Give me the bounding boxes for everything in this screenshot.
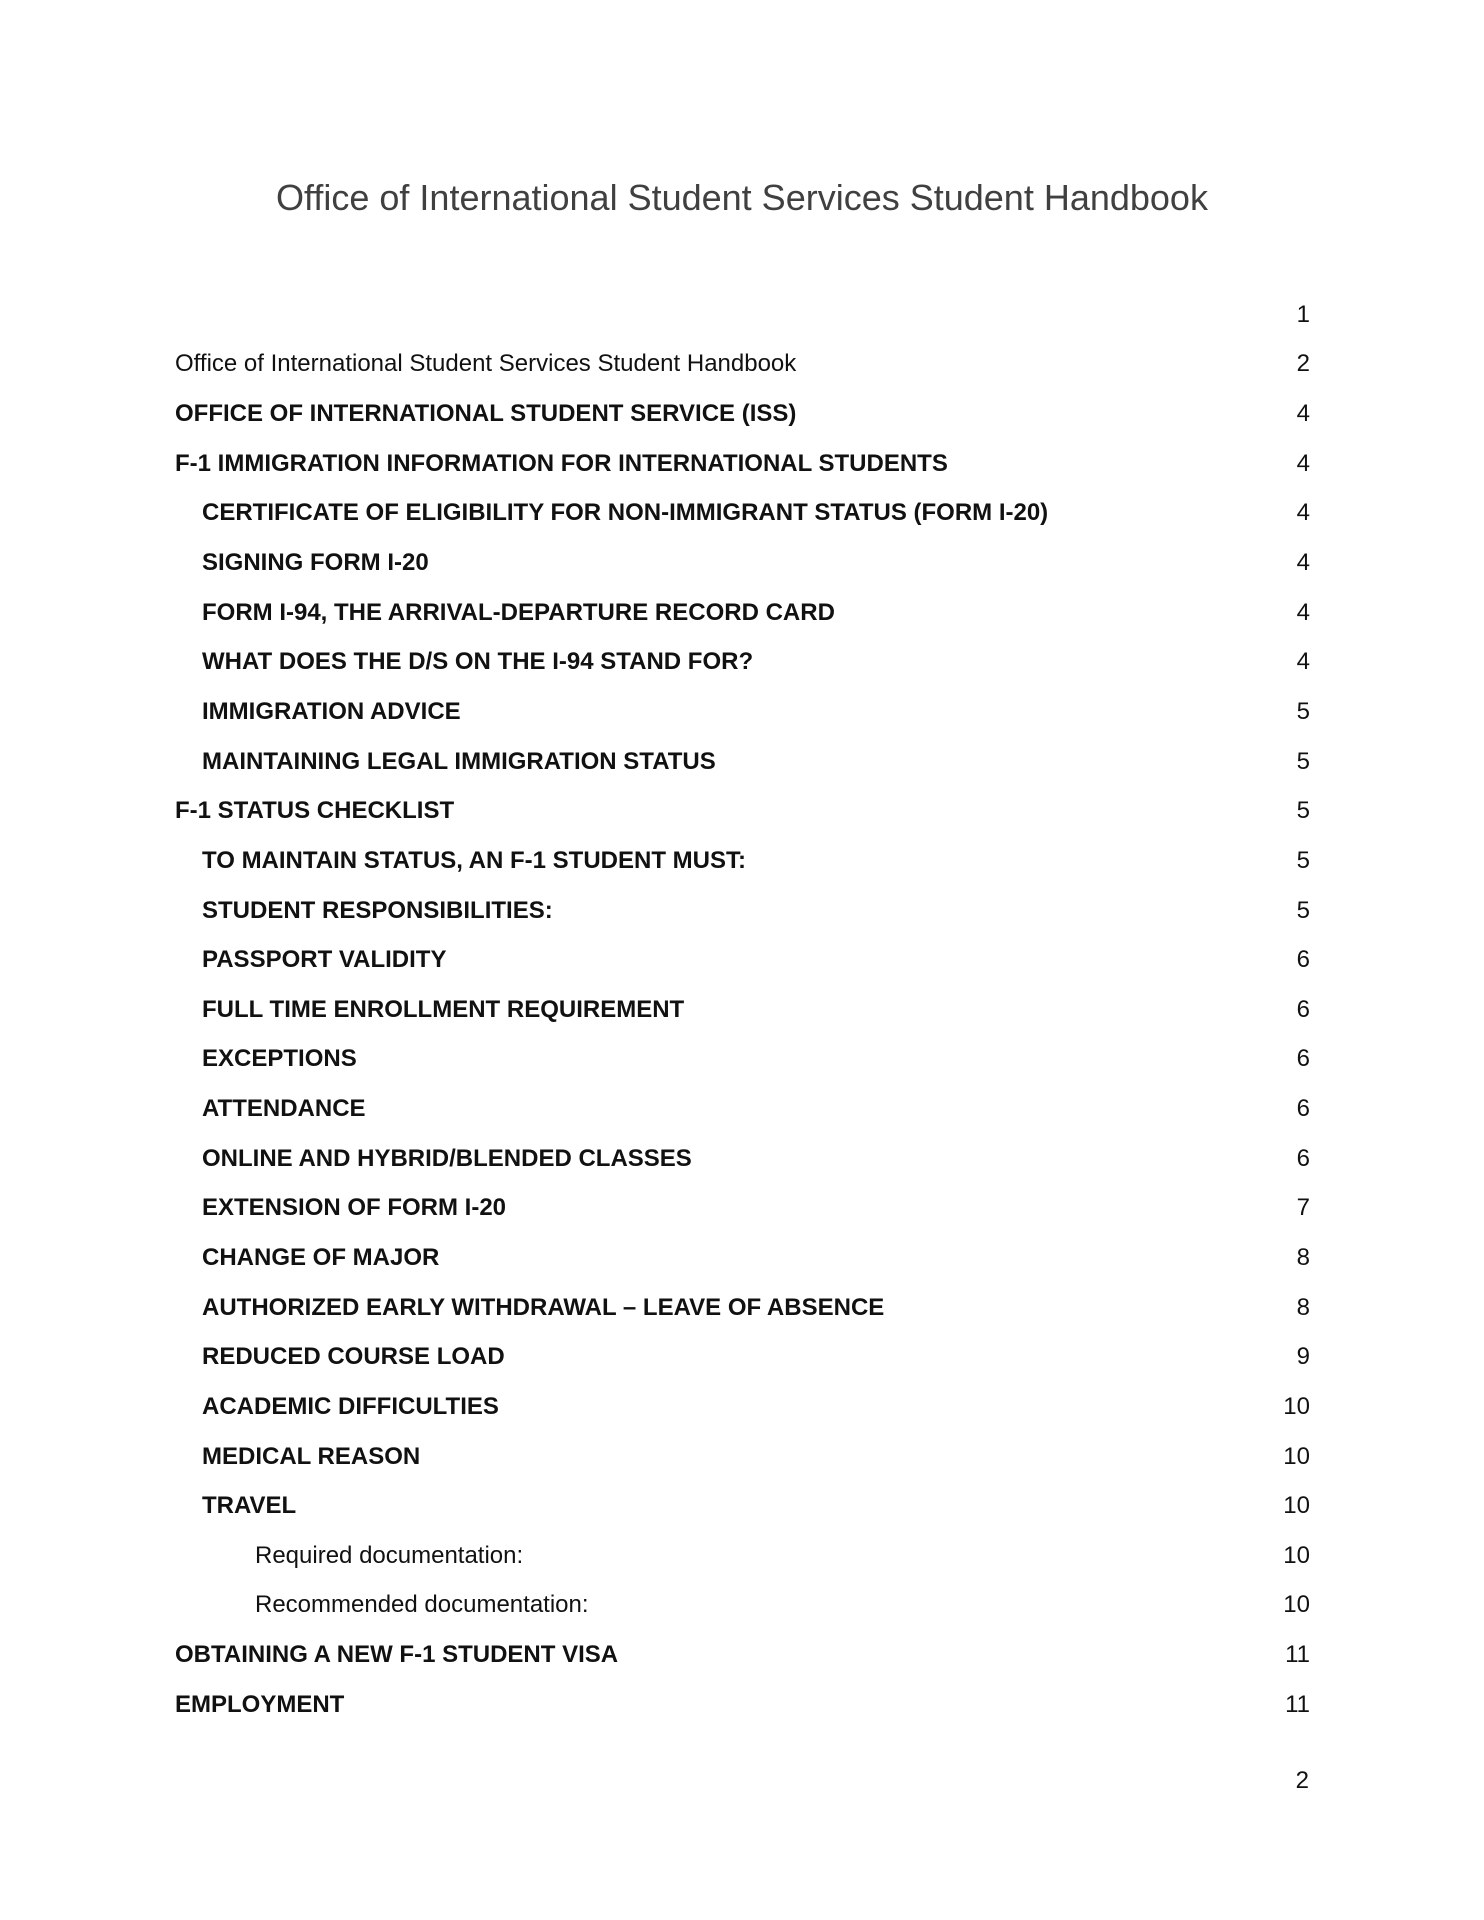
toc-entry-page-number: 4 [1296,449,1310,477]
toc-entry-title[interactable]: CHANGE OF MAJOR [202,1243,440,1271]
toc-entry-page-number: 4 [1296,499,1310,527]
toc-entry-title[interactable]: OFFICE OF INTERNATIONAL STUDENT SERVICE (ISS) [175,400,797,428]
toc-entry-title[interactable]: ONLINE AND HYBRID/BLENDED CLASSES [202,1144,692,1172]
toc-entry-title[interactable]: EMPLOYMENT [175,1690,345,1718]
toc-entry-page-number: 10 [1283,1392,1310,1420]
toc-entry-title[interactable]: EXTENSION OF FORM I-20 [202,1194,507,1222]
toc-entry[interactable] [175,439,1310,489]
toc-entry-page-number: 5 [1296,797,1310,825]
toc-entry-page-number: 11 [1285,1641,1310,1669]
toc-entry[interactable] [175,1084,1310,1134]
toc-entry-title[interactable]: Required documentation: [255,1541,524,1569]
toc-entry-page-number: 7 [1296,1194,1310,1222]
toc-entry-page-number: 5 [1296,846,1310,874]
toc-entry-page-number: 4 [1296,549,1310,577]
toc-entry[interactable] [175,985,1310,1035]
toc-entry-page-number: 2 [1296,350,1310,378]
toc-entry-page-number: 9 [1296,1343,1310,1371]
toc-entry-page-number: 10 [1283,1492,1310,1520]
toc-entry-title[interactable]: MEDICAL REASON [202,1442,421,1470]
toc-entry-page-number: 5 [1296,697,1310,725]
toc-entry-title[interactable]: Recommended documentation: [255,1591,589,1619]
toc-entry-page-number: 4 [1296,400,1310,428]
toc-entry[interactable] [175,1035,1310,1085]
toc-entry-title[interactable]: FULL TIME ENROLLMENT REQUIREMENT [202,995,685,1023]
toc-entry-title[interactable]: Office of International Student Services Student Handbook [175,350,797,378]
toc-entry-page-number: 6 [1296,1045,1310,1073]
toc-entry[interactable] [175,1531,1310,1581]
toc-entry[interactable] [175,1581,1310,1631]
toc-entry[interactable] [175,637,1310,687]
toc-entry-title[interactable]: WHAT DOES THE D/S ON THE I-94 STAND FOR? [202,648,754,676]
toc-entry-title[interactable]: EXCEPTIONS [202,1045,357,1073]
toc-entry-title[interactable]: AUTHORIZED EARLY WITHDRAWAL – LEAVE OF ABSENCE [202,1293,885,1321]
toc-entry[interactable] [175,737,1310,787]
toc-entry-page-number: 1 [1296,300,1310,328]
toc-entry-title[interactable]: TO MAINTAIN STATUS, AN F-1 STUDENT MUST: [202,846,746,874]
toc-entry[interactable] [175,935,1310,985]
toc-entry-page-number: 6 [1296,995,1310,1023]
toc-entry-title[interactable]: MAINTAINING LEGAL IMMIGRATION STATUS [202,747,716,775]
toc-entry-title[interactable]: F-1 STATUS CHECKLIST [175,797,455,825]
toc-entry[interactable] [175,836,1310,886]
toc-entry[interactable] [175,538,1310,588]
toc-entry-title[interactable]: F-1 IMMIGRATION INFORMATION FOR INTERNATIONAL STUDENTS [175,449,948,477]
toc-entry[interactable] [175,1233,1310,1283]
toc-entry[interactable] [175,290,1310,340]
toc-entry-title[interactable]: CERTIFICATE OF ELIGIBILITY FOR NON-IMMIGRANT STATUS (FORM I-20) [202,499,1049,527]
toc-entry[interactable] [175,687,1310,737]
toc-entry-page-number: 10 [1283,1591,1310,1619]
toc-entry-page-number: 10 [1283,1442,1310,1470]
footer-page-number: 2 [1295,1767,1309,1794]
toc-entry[interactable] [175,786,1310,836]
toc-entry[interactable] [175,389,1310,439]
toc-entry-page-number: 5 [1296,747,1310,775]
table-of-contents [175,290,1310,1730]
toc-entry[interactable] [175,1184,1310,1234]
toc-entry-page-number: 6 [1296,1144,1310,1172]
toc-entry-page-number: 6 [1296,946,1310,974]
toc-entry-title[interactable]: REDUCED COURSE LOAD [202,1343,505,1371]
toc-entry[interactable] [175,340,1310,390]
toc-entry-page-number: 4 [1296,648,1310,676]
toc-entry[interactable] [175,1283,1310,1333]
toc-entry-title[interactable]: OBTAINING A NEW F-1 STUDENT VISA [175,1641,619,1669]
page-title: Office of International Student Services Student Handbook [276,177,1208,218]
toc-entry-page-number: 10 [1283,1541,1310,1569]
toc-entry-title[interactable]: TRAVEL [202,1492,297,1520]
toc-entry[interactable] [175,1630,1310,1680]
toc-entry-page-number: 8 [1296,1243,1310,1271]
toc-entry[interactable] [175,1432,1310,1482]
toc-entry[interactable] [175,1680,1310,1730]
toc-entry-title[interactable]: ATTENDANCE [202,1095,366,1123]
toc-entry-page-number: 4 [1296,598,1310,626]
toc-entry[interactable] [175,886,1310,936]
toc-entry[interactable] [175,489,1310,539]
toc-entry-page-number: 5 [1296,896,1310,924]
toc-entry[interactable] [175,1382,1310,1432]
toc-entry[interactable] [175,1481,1310,1531]
toc-entry[interactable] [175,1332,1310,1382]
toc-entry[interactable] [175,588,1310,638]
toc-entry-title[interactable]: STUDENT RESPONSIBILITIES: [202,896,553,924]
toc-entry-page-number: 8 [1296,1293,1310,1321]
toc-entry-title[interactable]: IMMIGRATION ADVICE [202,697,461,725]
toc-entry-page-number: 6 [1296,1095,1310,1123]
toc-entry[interactable] [175,1134,1310,1184]
toc-entry-page-number: 11 [1285,1690,1310,1718]
toc-entry-title[interactable]: ACADEMIC DIFFICULTIES [202,1392,499,1420]
toc-entry-title[interactable]: FORM I-94, THE ARRIVAL-DEPARTURE RECORD CARD [202,598,835,626]
toc-entry-title[interactable]: SIGNING FORM I-20 [202,549,429,577]
toc-entry-title[interactable]: PASSPORT VALIDITY [202,946,447,974]
